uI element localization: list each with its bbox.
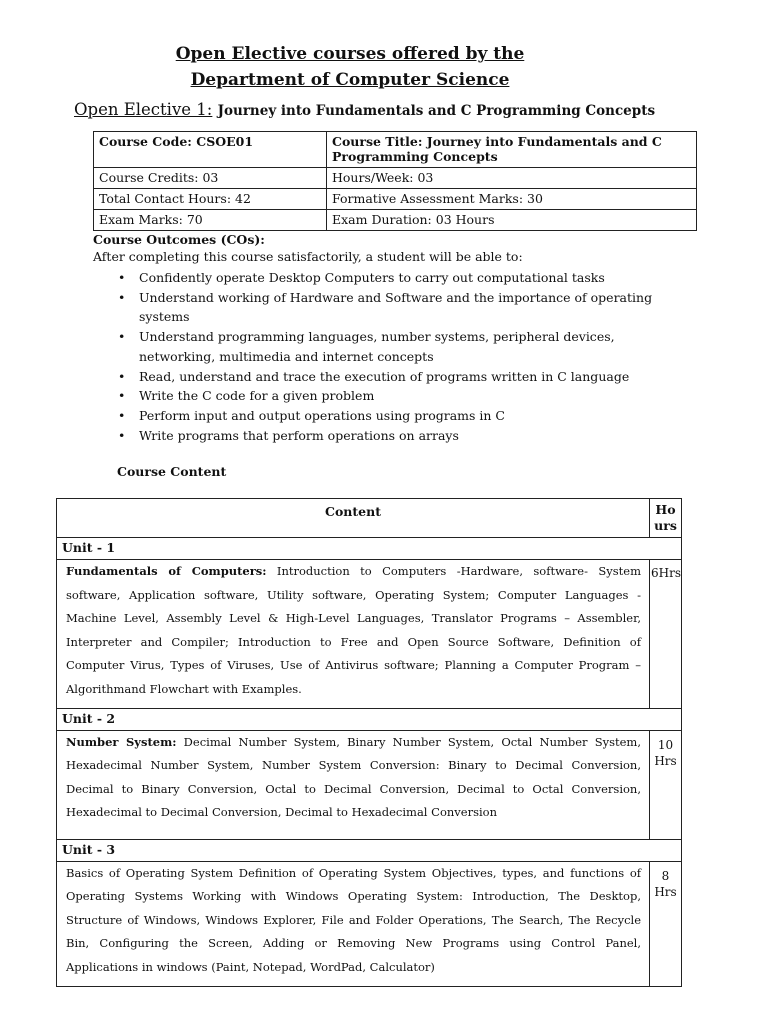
unit-label: Unit - 1 (57, 538, 682, 560)
list-item: • Confidently operate Desktop Computers to carry out computational tasks (118, 268, 678, 288)
unit-hours (650, 560, 682, 709)
unit-description (57, 861, 650, 986)
unit-hours (650, 861, 682, 986)
course-title: Course Title: Journey into Fundamentals and C Programming Concepts (327, 132, 697, 168)
unit-hours-value: 8 (661, 868, 670, 883)
table-row (94, 168, 697, 189)
list-item: • Read, understand and trace the execution of programs written in C language (118, 367, 678, 387)
exam-duration: Exam Duration: 03 Hours (327, 210, 697, 231)
elective-heading (74, 99, 655, 122)
table-row (57, 560, 682, 709)
outcomes-list (118, 268, 678, 445)
hours-per-week: Hours/Week: 03 (327, 168, 697, 189)
list-item: • Write programs that perform operations on arrays (118, 426, 678, 446)
course-content-table (56, 498, 682, 987)
unit-hours-unit: Hrs (654, 884, 677, 899)
outcomes-intro: After completing this course satisfactorily, a student will be able to: (93, 249, 523, 264)
elective-title: Journey into Fundamentals and C Programming Concepts (217, 103, 656, 119)
unit-text: Introduction to Computers -Hardware, software- System software, Application software, Utility software, Operating System; Computer Languages - Machine Level, Assembly Level & High-Level Languages, Translator Programs – Assembler, Interpreter and Compiler; Introduction to Free and Open Source Software, Definition of Computer Virus, Types of Viruses, Use of Antivirus software; Planning a Computer Program – Algorithmand Flowchart with Examples. (66, 564, 641, 696)
table-row (94, 132, 697, 168)
table-row (94, 210, 697, 231)
unit-row (57, 708, 682, 730)
unit-description (57, 730, 650, 839)
course-code: Course Code: CSOE01 (94, 132, 327, 168)
outcomes-heading: Course Outcomes (COs): (93, 232, 265, 247)
list-item: • Understand working of Hardware and Software and the importance of operating systems (118, 288, 678, 327)
unit-label: Unit - 2 (57, 708, 682, 730)
course-content-heading: Course Content (117, 464, 227, 479)
column-header-hours-line-2: urs (654, 518, 677, 533)
unit-hours-value: 6Hrs (651, 566, 681, 580)
table-row (94, 189, 697, 210)
table-row (57, 730, 682, 839)
course-info-table (93, 131, 697, 231)
page-title-line-2: Department of Computer Science (190, 70, 510, 90)
unit-description (57, 560, 650, 709)
list-item: • Perform input and output operations using programs in C (118, 406, 678, 426)
unit-hours-unit: Hrs (654, 753, 677, 768)
unit-lead: Number System: (66, 734, 177, 749)
column-header-hours (650, 499, 682, 538)
unit-label: Unit - 3 (57, 839, 682, 861)
elective-label: Open Elective 1: (74, 100, 213, 119)
exam-marks: Exam Marks: 70 (94, 210, 327, 231)
unit-lead: Fundamentals of Computers: (66, 564, 267, 578)
column-header-content: Content (57, 499, 650, 538)
unit-text: Basics of Operating System Definition of Operating System Objectives, types, and functions of Operating Systems Working with Windows Operating System: Introduction, The Desktop, Structure of Windows, Windows Explorer, File and Folder Operations, The Search, The Recycle Bin, Configuring the Screen, Adding or Removing New Programs using Control Panel, Applications in windows (Paint, Notepad, WordPad, Calculator) (66, 865, 641, 974)
total-contact-hours: Total Contact Hours: 42 (94, 189, 327, 210)
unit-text: Decimal Number System, Binary Number System, Octal Number System, Hexadecimal Number System, Number System Conversion: Binary to Decimal Conversion, Decimal to Binary Conversion, Octal to Decimal Conversion, Decimal to Octal Conversion, Hexadecimal to Decimal Conversion, Decimal to Hexadecimal Conversion (66, 734, 641, 820)
table-row (57, 861, 682, 986)
formative-assessment-marks: Formative Assessment Marks: 30 (327, 189, 697, 210)
page-title-line-1: Open Elective courses offered by the (175, 44, 525, 64)
unit-hours (650, 730, 682, 839)
table-header-row (57, 499, 682, 538)
list-item: • Write the C code for a given problem (118, 386, 678, 406)
list-item: • Understand programming languages, number systems, peripheral devices, networking, multimedia and internet concepts (118, 327, 678, 366)
unit-hours-value: 10 (657, 737, 674, 752)
unit-row (57, 839, 682, 861)
course-credits: Course Credits: 03 (94, 168, 327, 189)
unit-row (57, 538, 682, 560)
column-header-hours-line-1: Ho (655, 502, 676, 517)
